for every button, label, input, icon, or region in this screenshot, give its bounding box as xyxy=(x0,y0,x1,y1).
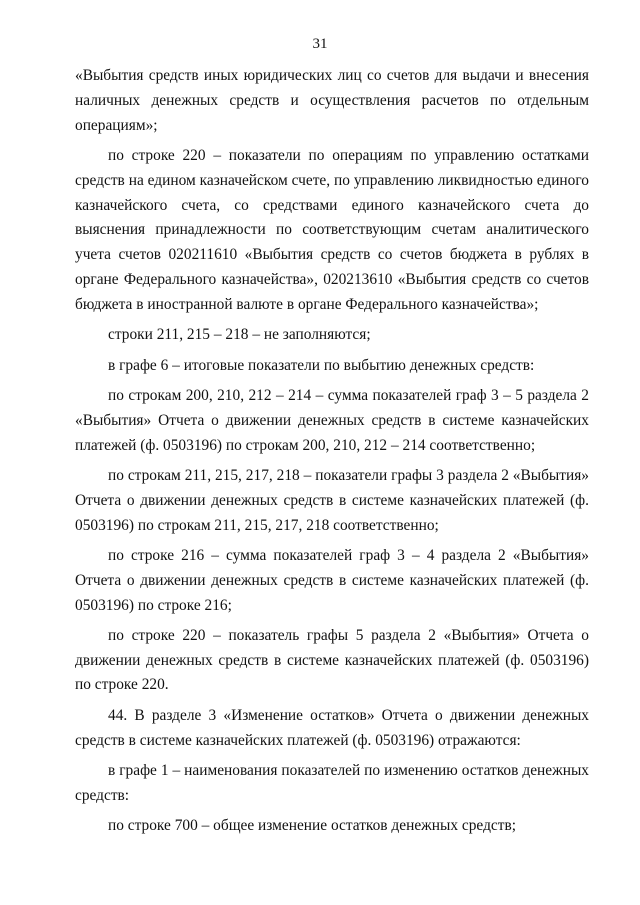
page-number: 31 xyxy=(312,36,328,52)
document-body xyxy=(75,64,589,845)
paragraph-1: «Выбытия средств иных юридических лиц со счетов для выдачи и внесения наличных денежных средств и осуществления расчетов по отдельным операциям»; xyxy=(75,67,589,134)
paragraph-4: в графе 6 – итоговые показатели по выбытию денежных средств: xyxy=(108,356,535,374)
paragraph-7: по строке 216 – сумма показателей граф 3 – 4 раздела 2 «Выбытия» Отчета о движении денежных средств в системе казначейских платежей (ф. 0503196) по строке 216; xyxy=(75,546,589,614)
paragraph-6: по строкам 211, 215, 217, 218 – показатели графы 3 раздела 2 «Выбытия» Отчета о движении денежных средств в системе казначейских платежей (ф. 0503196) по строкам 211, 215, 217, 218 соответственно; xyxy=(75,466,589,534)
paragraph-8: по строке 220 – показатель графы 5 раздела 2 «Выбытия» Отчета о движении денежных средств в системе казначейских платежей (ф. 0503196) по строке 220. xyxy=(75,626,589,694)
paragraph-10: в графе 1 – наименования показателей по изменению остатков денежных средств: xyxy=(75,762,589,804)
paragraph-5: по строкам 200, 210, 212 – 214 – сумма показателей граф 3 – 5 раздела 2 «Выбытия» Отчета о движении денежных средств в системе казначейских платежей (ф. 0503196) по строкам 200, 210, 212 – 214 соответственно; xyxy=(75,386,589,454)
paragraph-2: по строке 220 – показатели по операциям по управлению остатками средств на едином казначейском счете, по управлению ликвидностью единого казначейского счета, со средствами единого казначейского счета до выяснения принадлежности по соответствующим счетам аналитического учета счетов 020211610 «Выбытия средств со счетов бюджета в рублях в органе Федерального казначейства», 020213610 «Выбытия средств со счетов бюджета в иностранной валюте в органе Федерального казначейства»; xyxy=(75,146,589,313)
paragraph-11: по строке 700 – общее изменение остатков денежных средств; xyxy=(108,817,516,835)
paragraph-9: 44. В разделе 3 «Изменение остатков» Отчета о движении денежных средств в системе казначейских платежей (ф. 0503196) отражаются: xyxy=(75,706,589,749)
paragraph-3: строки 211, 215 – 218 – не заполняются; xyxy=(108,326,371,344)
